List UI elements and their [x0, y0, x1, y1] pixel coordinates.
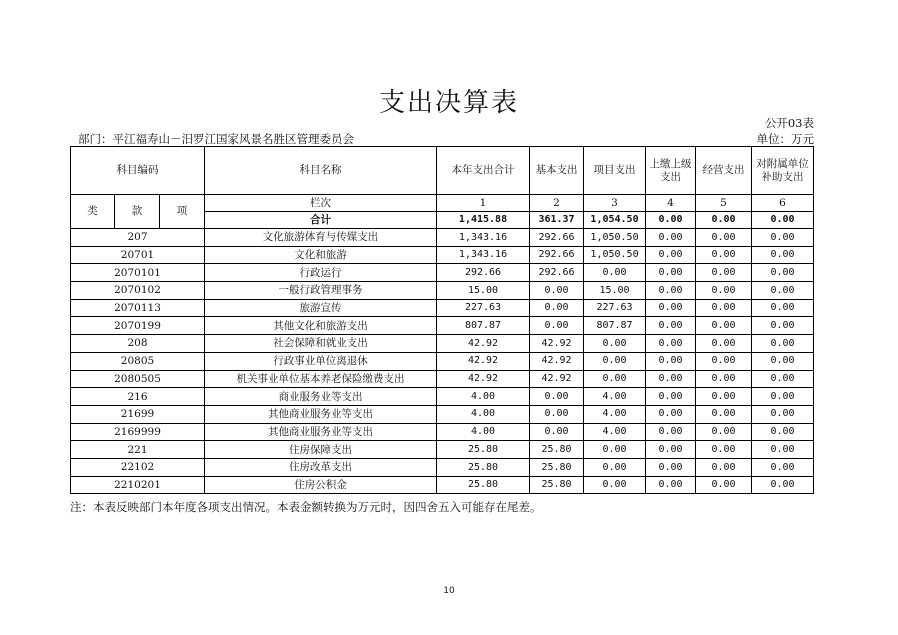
- row-name: 社会保障和就业支出: [205, 335, 437, 353]
- row-value: 0.00: [696, 388, 752, 406]
- col-num: 1: [437, 195, 530, 212]
- table-row: [71, 423, 814, 441]
- row-value: 0.00: [584, 370, 646, 388]
- row-value: 0.00: [646, 441, 696, 459]
- row-value: 4.00: [584, 423, 646, 441]
- col-num: 2: [530, 195, 584, 212]
- row-value: 4.00: [584, 405, 646, 423]
- table-row: [71, 282, 814, 300]
- table-row: [71, 405, 814, 423]
- header-xiang: 项: [160, 195, 205, 229]
- row-code: 22102: [71, 458, 205, 476]
- row-value: 0.00: [584, 476, 646, 494]
- row-value: 0.00: [752, 335, 814, 353]
- row-name: 一般行政管理事务: [205, 282, 437, 300]
- row-value: 0.00: [696, 317, 752, 335]
- row-name: 住房改革支出: [205, 458, 437, 476]
- row-value: 0.00: [696, 335, 752, 353]
- row-name: 其他商业服务业等支出: [205, 423, 437, 441]
- row-code: 2210201: [71, 476, 205, 494]
- header-kuan: 款: [115, 195, 160, 229]
- row-value: 1,050.50: [584, 246, 646, 264]
- row-code: 207: [71, 229, 205, 247]
- row-value: 1,050.50: [584, 229, 646, 247]
- row-value: 0.00: [752, 299, 814, 317]
- row-name: 行政运行: [205, 264, 437, 282]
- total-value: 361.37: [530, 212, 584, 229]
- row-value: 25.80: [437, 458, 530, 476]
- row-value: 0.00: [696, 229, 752, 247]
- row-value: 227.63: [437, 299, 530, 317]
- row-value: 0.00: [530, 299, 584, 317]
- row-value: 807.87: [584, 317, 646, 335]
- header-subsidy: 对附属单位补助支出: [752, 147, 814, 195]
- col-num: 5: [696, 195, 752, 212]
- department-label: 部门：平江福寿山－汨罗江国家风景名胜区管理委员会: [78, 132, 354, 146]
- row-value: 0.00: [696, 246, 752, 264]
- table-row: [71, 352, 814, 370]
- row-value: 1,343.16: [437, 229, 530, 247]
- expenditure-table: [70, 146, 814, 494]
- row-value: 4.00: [584, 388, 646, 406]
- row-code: 2070102: [71, 282, 205, 300]
- table-row: [71, 335, 814, 353]
- form-number: 公开03表: [764, 116, 814, 130]
- table-row: [71, 246, 814, 264]
- row-value: 0.00: [646, 246, 696, 264]
- row-value: 42.92: [530, 335, 584, 353]
- row-code: 208: [71, 335, 205, 353]
- row-value: 0.00: [584, 335, 646, 353]
- row-value: 292.66: [530, 264, 584, 282]
- row-code: 2070199: [71, 317, 205, 335]
- row-value: 0.00: [752, 317, 814, 335]
- row-code: 20805: [71, 352, 205, 370]
- row-value: 0.00: [530, 388, 584, 406]
- row-value: 0.00: [752, 264, 814, 282]
- row-value: 0.00: [752, 388, 814, 406]
- row-value: 0.00: [646, 423, 696, 441]
- row-value: 0.00: [646, 476, 696, 494]
- row-name: 其他文化和旅游支出: [205, 317, 437, 335]
- row-value: 0.00: [646, 370, 696, 388]
- row-value: 0.00: [646, 352, 696, 370]
- row-value: 0.00: [752, 441, 814, 459]
- row-value: 42.92: [530, 352, 584, 370]
- row-code: 20701: [71, 246, 205, 264]
- total-value: 0.00: [752, 212, 814, 229]
- row-value: 0.00: [696, 405, 752, 423]
- row-value: 0.00: [752, 282, 814, 300]
- row-code: 221: [71, 441, 205, 459]
- row-value: 0.00: [530, 317, 584, 335]
- row-value: 25.80: [437, 441, 530, 459]
- row-value: 0.00: [530, 282, 584, 300]
- col-num: 3: [584, 195, 646, 212]
- row-name: 行政事业单位离退休: [205, 352, 437, 370]
- header-project: 项目支出: [584, 147, 646, 195]
- row-value: 0.00: [646, 335, 696, 353]
- row-code: 2080505: [71, 370, 205, 388]
- row-value: 42.92: [437, 352, 530, 370]
- total-value: 1,054.50: [584, 212, 646, 229]
- row-value: 15.00: [584, 282, 646, 300]
- row-name: 商业服务业等支出: [205, 388, 437, 406]
- table-row: [71, 441, 814, 459]
- row-value: 0.00: [646, 405, 696, 423]
- table-body: [71, 229, 814, 494]
- row-name: 旅游宣传: [205, 299, 437, 317]
- row-value: 0.00: [752, 352, 814, 370]
- row-value: 1,343.16: [437, 246, 530, 264]
- table-row: [71, 229, 814, 247]
- row-code: 2070101: [71, 264, 205, 282]
- table-row: [71, 388, 814, 406]
- row-value: 0.00: [752, 458, 814, 476]
- row-value: 0.00: [530, 423, 584, 441]
- row-value: 25.80: [530, 458, 584, 476]
- row-name: 住房保障支出: [205, 441, 437, 459]
- table-row: [71, 264, 814, 282]
- row-value: 0.00: [696, 441, 752, 459]
- table-row: [71, 299, 814, 317]
- row-value: 4.00: [437, 388, 530, 406]
- header-lei: 类: [71, 195, 115, 229]
- row-value: 807.87: [437, 317, 530, 335]
- row-name: 其他商业服务业等支出: [205, 405, 437, 423]
- total-value: 0.00: [646, 212, 696, 229]
- row-value: 0.00: [646, 299, 696, 317]
- row-value: 25.80: [530, 476, 584, 494]
- row-value: 0.00: [696, 370, 752, 388]
- row-value: 0.00: [696, 282, 752, 300]
- header-operating: 经营支出: [696, 147, 752, 195]
- row-value: 0.00: [584, 441, 646, 459]
- row-value: 0.00: [530, 405, 584, 423]
- row-value: 0.00: [752, 370, 814, 388]
- row-value: 0.00: [696, 458, 752, 476]
- row-value: 292.66: [437, 264, 530, 282]
- footnote: 注：本表反映部门本年度各项支出情况。本表金额转换为万元时，因四舍五入可能存在尾差。: [70, 500, 542, 514]
- row-value: 0.00: [696, 423, 752, 441]
- table-row: [71, 317, 814, 335]
- row-value: 0.00: [696, 476, 752, 494]
- row-value: 42.92: [437, 370, 530, 388]
- row-code: 2169999: [71, 423, 205, 441]
- row-value: 4.00: [437, 405, 530, 423]
- total-value: 0.00: [696, 212, 752, 229]
- row-name: 机关事业单位基本养老保险缴费支出: [205, 370, 437, 388]
- row-value: 42.92: [530, 370, 584, 388]
- row-value: 0.00: [584, 458, 646, 476]
- unit-label: 单位：万元: [756, 132, 814, 146]
- header-total: 本年支出合计: [437, 147, 530, 195]
- total-label: 合计: [205, 212, 437, 229]
- row-value: 0.00: [646, 282, 696, 300]
- col-num: 4: [646, 195, 696, 212]
- row-value: 292.66: [530, 229, 584, 247]
- row-value: 0.00: [696, 264, 752, 282]
- row-value: 42.92: [437, 335, 530, 353]
- header-upper: 上缴上级支出: [646, 147, 696, 195]
- row-value: 0.00: [752, 476, 814, 494]
- row-value: 0.00: [752, 405, 814, 423]
- row-value: 25.80: [530, 441, 584, 459]
- page-title: 支出决算表: [378, 88, 519, 118]
- row-name: 文化和旅游: [205, 246, 437, 264]
- col-num: 6: [752, 195, 814, 212]
- row-value: 0.00: [696, 299, 752, 317]
- page-number: 10: [443, 586, 455, 596]
- table-row: [71, 476, 814, 494]
- header-basic: 基本支出: [530, 147, 584, 195]
- header-code: 科目编码: [71, 147, 205, 195]
- table-row: [71, 370, 814, 388]
- row-value: 0.00: [696, 352, 752, 370]
- row-value: 25.80: [437, 476, 530, 494]
- total-value: 1,415.88: [437, 212, 530, 229]
- row-value: 0.00: [752, 229, 814, 247]
- row-value: 0.00: [584, 264, 646, 282]
- header-col-label: 栏次: [205, 195, 437, 212]
- row-value: 0.00: [646, 229, 696, 247]
- row-name: 文化旅游体育与传媒支出: [205, 229, 437, 247]
- row-value: 0.00: [646, 388, 696, 406]
- row-value: 4.00: [437, 423, 530, 441]
- row-code: 21699: [71, 405, 205, 423]
- row-value: 227.63: [584, 299, 646, 317]
- row-code: 2070113: [71, 299, 205, 317]
- row-value: 0.00: [752, 423, 814, 441]
- row-value: 0.00: [752, 246, 814, 264]
- row-value: 0.00: [646, 317, 696, 335]
- row-name: 住房公积金: [205, 476, 437, 494]
- row-value: 0.00: [584, 352, 646, 370]
- row-value: 0.00: [646, 264, 696, 282]
- row-value: 15.00: [437, 282, 530, 300]
- row-value: 0.00: [646, 458, 696, 476]
- row-value: 292.66: [530, 246, 584, 264]
- header-name: 科目名称: [205, 147, 437, 195]
- row-code: 216: [71, 388, 205, 406]
- table-row: [71, 458, 814, 476]
